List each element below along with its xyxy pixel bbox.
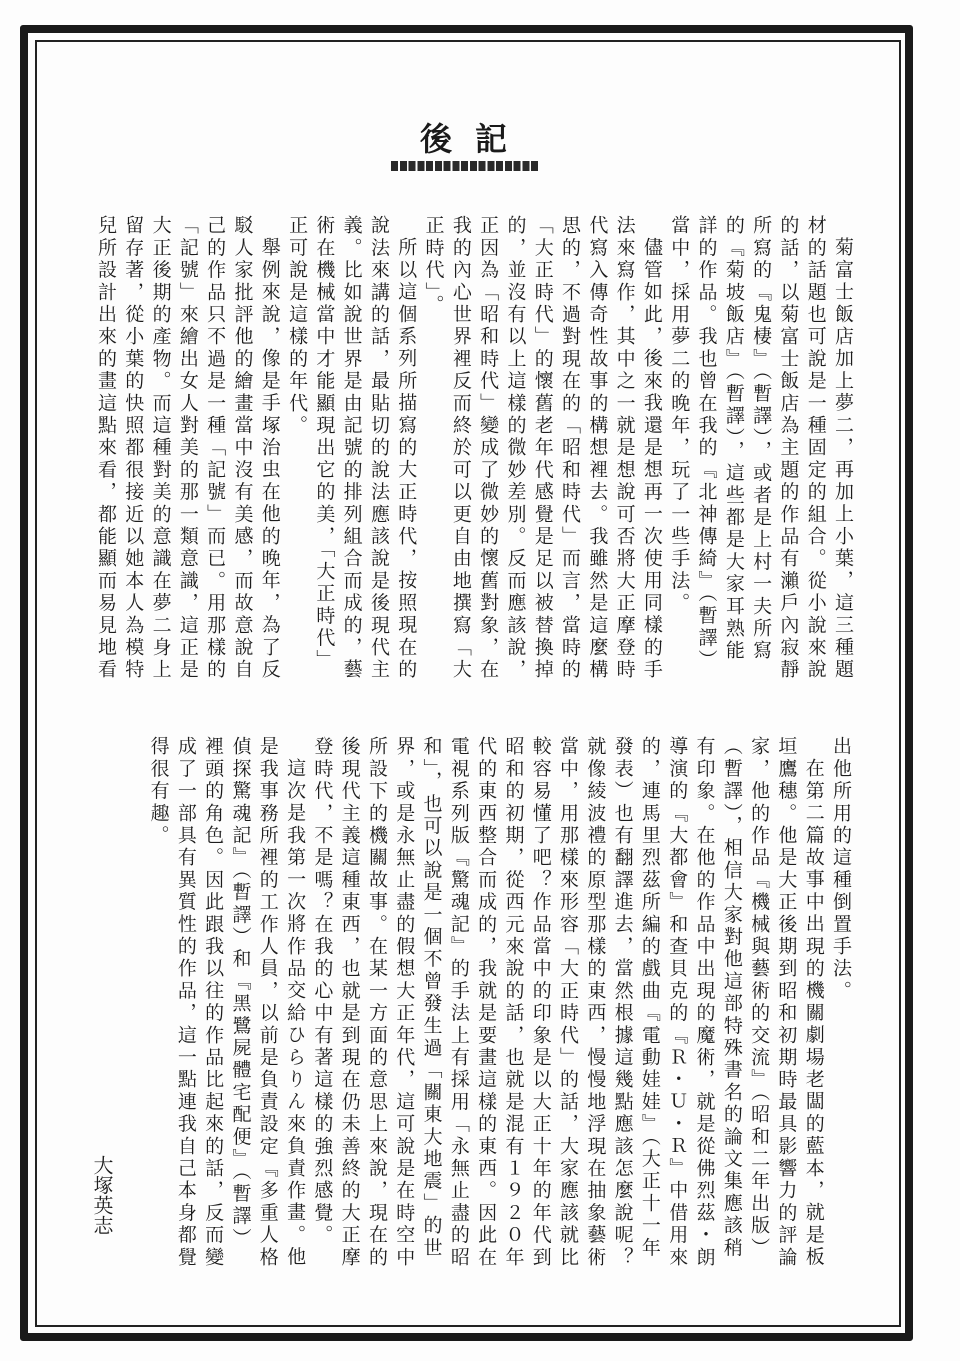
text-column: 裡頭的角色。因此跟我以往的作品比起來的話，反而變 [202, 736, 225, 1269]
text-column: 所以這個系列所描寫的大正時代，按照現在的 [395, 237, 418, 682]
text-column: 說法來講的話，最貼切的說法應該說是後現代主 [367, 215, 390, 682]
text-column: 法來寫作，其中之一就是想說可否將大正摩登時 [613, 215, 636, 682]
title-underline-decoration [391, 161, 540, 171]
text-column: 的話，以菊富士飯店為主題的作品有瀨戶內寂靜 [777, 215, 800, 682]
text-column: 導演的『大都會』和查貝克的『Ｒ・Ｕ・Ｒ』中借用來 [666, 736, 689, 1269]
text-column: 就像綾波禮的原型那樣的東西，慢慢地浮現在抽象藝術 [584, 736, 607, 1269]
text-column: 術在機械當中才能顯現出它的美，「大正時代」 [313, 215, 336, 672]
text-column: 正因為「昭和時代」變成了微妙的懷舊對象，在 [477, 215, 500, 682]
text-column: 兒所設計出來的畫這點來看，都能顯而易見地看 [94, 215, 117, 682]
text-column: 正可說是這樣的年代。 [286, 215, 309, 437]
page-title: 後記 [420, 120, 531, 158]
text-column: 我的內心世界裡反而終於可以更自由地撰寫「大 [449, 215, 472, 682]
text-column: 「大正時代」的懷舊老年代感覺是足以被替換掉 [531, 215, 554, 682]
text-column: 當中，採用夢二的晚年，玩了一些手法。 [668, 215, 691, 615]
text-column: 「記號」來繪出女人對美的那一類意識，這正是 [176, 215, 199, 682]
text-column: 正時代」。 [422, 215, 445, 317]
text-column: 詳的作品。我也曾在我的『北神傳綺』（暫譯） [695, 215, 718, 672]
text-column: 代寫入傳奇性故事的構想裡去。我雖然是這麼構 [586, 215, 609, 682]
text-column: 大正後期的產物。而這種對美的意識在夢二身上 [149, 215, 172, 682]
text-column: 發表）也有翻譯進去，當然根據這幾點應該怎麼說呢？ [611, 736, 634, 1269]
text-column: 昭和的初期，從西元來說的話，也就是混有１９２０年 [502, 736, 525, 1269]
text-column: 義。比如說世界是由記號的排列組合而成的，藝 [340, 215, 363, 682]
text-column: 出他所用的這種倒置手法。 [830, 736, 852, 1003]
text-column: 界，或是永無止盡的假想大正年代，這可說是在時空中 [393, 736, 416, 1269]
text-column: 思的，不過對現在的「昭和時代」而言，當時的 [559, 215, 582, 682]
text-column: 代的東西整合而成的，我就是要畫這樣的東西。因此在 [475, 736, 498, 1269]
text-column: 的，並沒有以上這樣的微妙差別。反而應該說， [504, 215, 527, 682]
text-column: 垣鷹穗。他是大正後期到昭和初期時最具影響力的評論 [775, 736, 798, 1269]
text-column: 駁人家批評他的繪畫當中沒有美感，而故意說自 [231, 215, 254, 682]
text-column: 當中，用那樣來形容「大正時代」的話，大家應該就比 [557, 736, 580, 1269]
text-column: 舉例來說，像是手塚治虫在他的晚年，為了反 [258, 237, 281, 682]
text-column: 這次是我第一次將作品交給ひらりん來負責作畫。他 [284, 758, 307, 1269]
text-column: 較容易懂了吧？作品當中的印象是以大正十年的年代到 [529, 736, 552, 1269]
text-column: 和」，也可以說是一個不曾發生過「關東大地震」的世 [420, 736, 443, 1260]
text-column: 後現代主義這種東西，也就是到現在仍未善終的大正摩 [338, 736, 361, 1269]
text-column: （暫譯），相信大家對他這部特殊書名的論文集應該稍 [720, 736, 743, 1260]
text-column: 儘管如此，後來我還是想再一次使用同樣的手 [640, 237, 663, 682]
text-column: 有印象。在他的作品中出現的魔術，就是從佛烈茲・朗 [693, 736, 716, 1269]
text-column: 是我事務所裡的工作人員，以前是負責設定『多重人格 [256, 736, 279, 1269]
text-column: 偵探驚魂記』（暫譯）和『黑鷺屍體宅配便』（暫譯） [229, 736, 252, 1250]
text-column: 所寫的『鬼棲』（暫譯），或者是上村一夫所寫 [750, 215, 773, 663]
text-column: 菊富士飯店加上夢二，再加上小葉，這三種題 [832, 237, 854, 682]
text-column: 成了一部具有異質性的作品，這一點連我自己本身都覺 [174, 736, 197, 1269]
text-column: 得很有趣。 [147, 736, 170, 847]
text-column: 材的話題也可說是一種固定的組合。從小說來說 [804, 215, 827, 682]
afterword-lower-text [144, 736, 854, 1281]
text-column: 登時代，不是嗎？在我的心中有著這樣的強烈感覺。 [311, 736, 334, 1247]
text-column: 的，連馬里烈茲所編的戲曲『電動娃娃』（大正十一年 [638, 736, 661, 1260]
text-column: 的『菊坡飯店』（暫譯），這些都是大家耳熟能 [722, 215, 745, 663]
text-column: 在第二篇故事中出現的機關劇場老闆的藍本，就是板 [802, 758, 825, 1269]
author-signature: 大塚英志 [90, 1155, 114, 1235]
text-column: 留存著，從小葉的快照都很接近以她本人為模特 [122, 215, 145, 682]
text-column: 電視系列版『驚魂記』的手法上有採用「永無止盡的昭 [447, 736, 470, 1269]
text-column: 所設下的機關故事。在某一方面的意思上來說，現在的 [365, 736, 388, 1269]
text-column: 家，他的作品『機械與藝術的交流』（昭和二年出版） [748, 736, 771, 1260]
text-column: 己的作品只不過是一種「記號」而已。用那樣的 [204, 215, 227, 682]
afterword-upper-text [91, 215, 856, 690]
